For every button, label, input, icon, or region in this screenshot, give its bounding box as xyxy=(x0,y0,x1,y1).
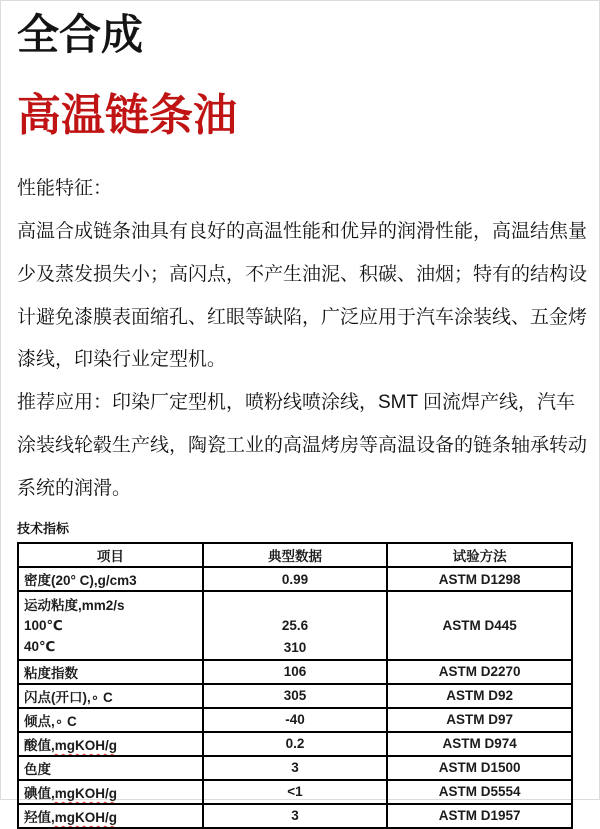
spec-item-cell xyxy=(18,780,203,804)
viscosity-value-40: 310 xyxy=(283,639,307,655)
spec-value-cell: <1 xyxy=(203,780,388,804)
viscosity-value-100: 25.6 xyxy=(281,618,309,634)
spec-value-cell: 106 xyxy=(203,660,388,684)
spec-value-cell: 3 xyxy=(203,756,388,780)
spec-value-cell: -40 xyxy=(203,708,388,732)
spec-item-cell: 倾点,∘ C xyxy=(18,708,203,732)
features-heading: 性能特征： xyxy=(17,178,113,200)
spec-method-cell: ASTM D2270 xyxy=(387,660,572,684)
spec-item-label: 羟值 xyxy=(24,809,51,825)
description-block xyxy=(17,168,590,510)
spec-item-unit-misspell: ,mgKOH/g xyxy=(51,809,117,825)
series-title: 全合成 xyxy=(17,11,144,58)
spec-item-cell xyxy=(18,804,203,828)
table-row-viscosity-index xyxy=(18,660,572,684)
spec-value-cell xyxy=(203,591,388,660)
spec-method-cell: ASTM D974 xyxy=(387,732,572,756)
spec-item-cell xyxy=(18,591,203,660)
spec-method-cell: ASTM D92 xyxy=(387,684,572,708)
viscosity-value-blank xyxy=(209,593,382,615)
features-paragraph: 高温合成链条油具有良好的高温性能和优异的润滑性能，高温结焦量少及蒸发损失小；高闪点，不产生油泥、积碳、油烟；特有的结构设计避免漆膜表面缩孔、红眼等缺陷，广泛应用于汽车涂装线、五金烤漆线，印染行业定型机。 xyxy=(17,221,588,371)
spec-value-cell: 0.2 xyxy=(203,732,388,756)
spec-method-cell: ASTM D1957 xyxy=(387,804,572,828)
table-row-hydroxyl-value xyxy=(18,804,572,828)
spec-item-label: 酸值 xyxy=(24,737,51,753)
spec-method-cell: ASTM D1298 xyxy=(387,567,572,591)
viscosity-label: 运动粘度,mm2/s xyxy=(24,598,125,614)
table-row-pour-point xyxy=(18,708,572,732)
spec-method-cell: ASTM D97 xyxy=(387,708,572,732)
product-document-page xyxy=(1,1,599,829)
table-row-iodine-value xyxy=(18,780,572,804)
spec-method-cell: ASTM D1500 xyxy=(387,756,572,780)
spec-item-unit-misspell: ,mgKOH/g xyxy=(51,785,117,801)
table-row-kinematic-viscosity xyxy=(18,591,572,660)
specs-caption: 技术指标 xyxy=(17,521,70,537)
spec-item-cell xyxy=(18,732,203,756)
spec-value-cell: 3 xyxy=(203,804,388,828)
spec-method-cell: ASTM D445 xyxy=(387,591,572,660)
specs-header-row xyxy=(18,543,572,567)
spec-item-label: 碘值 xyxy=(24,785,51,801)
spec-item-cell: 闪点(开口),∘ C xyxy=(18,684,203,708)
column-header-test-method: 试验方法 xyxy=(387,543,572,567)
spec-value-cell: 0.99 xyxy=(203,567,388,591)
product-title: 高温链条油 xyxy=(17,90,237,140)
column-header-item: 项目 xyxy=(18,543,203,567)
viscosity-temp-100: 100℃ xyxy=(24,617,63,633)
spec-item-unit-misspell: ,mgKOH/g xyxy=(51,737,117,753)
column-header-typical-data: 典型数据 xyxy=(203,543,388,567)
spec-item-cell: 粘度指数 xyxy=(18,660,203,684)
spec-value-cell: 305 xyxy=(203,684,388,708)
spec-item-cell: 色度 xyxy=(18,756,203,780)
applications-paragraph: 推荐应用：印染厂定型机，喷粉线喷涂线，SMT 回流焊产线，汽车涂装线轮毂生产线，陶瓷工业的高温烤房等高温设备的链条轴承转动系统的润滑。 xyxy=(17,392,588,499)
table-row-color xyxy=(18,756,572,780)
spec-method-cell: ASTM D5554 xyxy=(387,780,572,804)
table-row-flash-point xyxy=(18,684,572,708)
table-row-density xyxy=(18,567,572,591)
specs-table xyxy=(17,542,573,829)
spec-item-cell: 密度(20° C),g/cm3 xyxy=(18,567,203,591)
table-row-acid-value xyxy=(18,732,572,756)
viscosity-temp-40: 40℃ xyxy=(24,639,56,655)
